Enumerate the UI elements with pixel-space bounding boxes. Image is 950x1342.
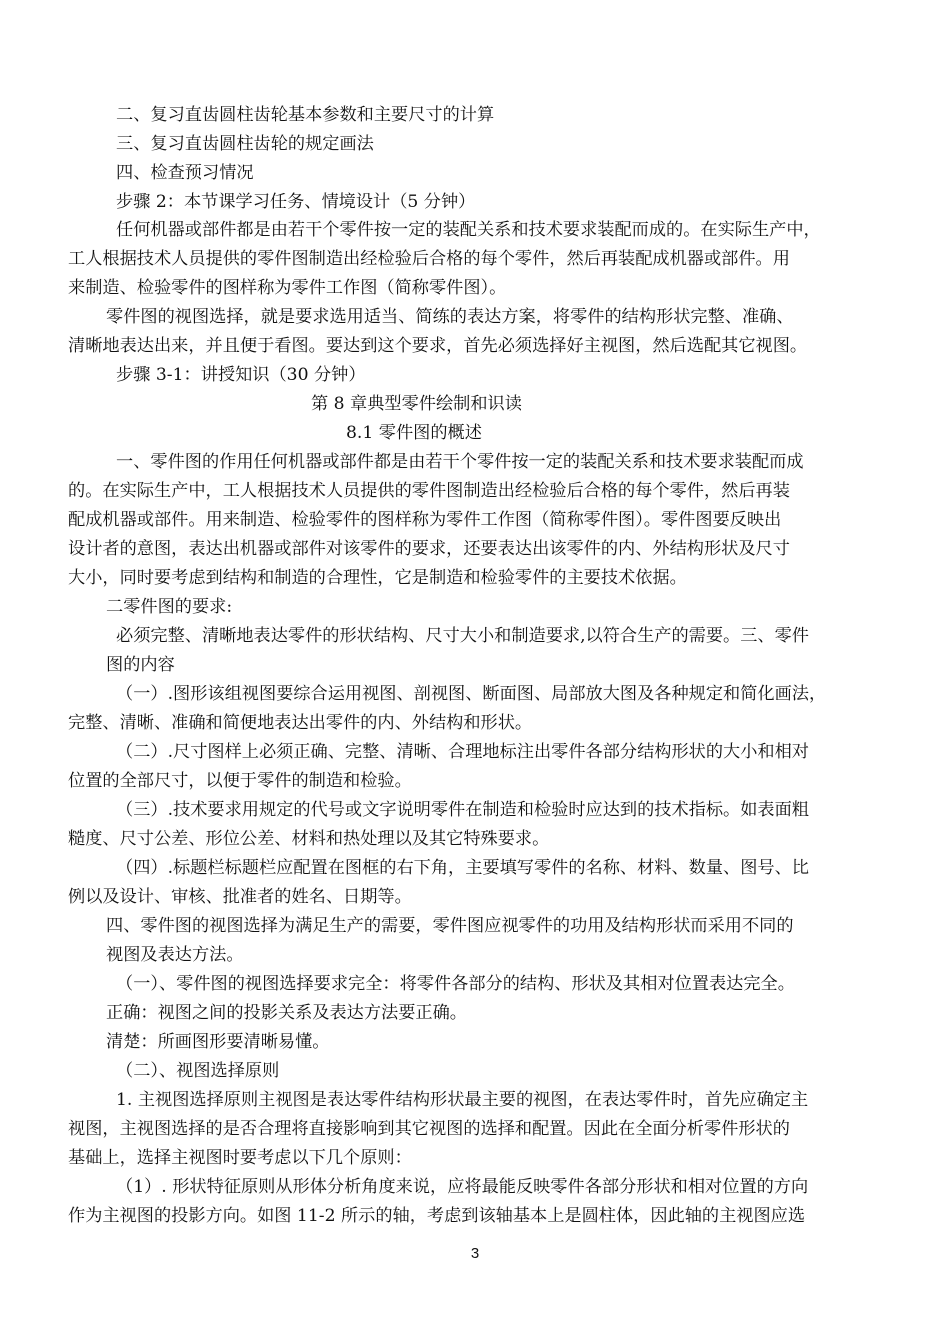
text-line: 位置的全部尺寸，以便于零件的制造和检验。 [68,771,412,791]
text-line: 清晰地表达出来，并且便于看图。要达到这个要求，首先必须选择好主视图，然后选配其它视图。 [68,336,808,356]
text-line: 正确：视图之间的投影关系及表达方法要正确。 [106,1003,467,1023]
text-line: 设计者的意图，表达出机器或部件对该零件的要求，还要表达出该零件的内、外结构形状及尺寸 [68,539,790,559]
text-line: （1）. 形状特征原则从形体分析角度来说，应将最能反映零件各部分形状和相对位置的方向 [116,1177,809,1197]
text-line: 1. 主视图选择原则主视图是表达零件结构形状最主要的视图，在表达零件时，首先应确定主 [116,1090,809,1110]
text-line: 视图，主视图选择的是否合理将直接影响到其它视图的选择和配置。因此在全面分析零件形状的 [68,1119,790,1139]
text-line: （三）.技术要求用规定的代号或文字说明零件在制造和检验时应达到的技术指标。如表面粗 [116,800,809,820]
text-line: 二、复习直齿圆柱齿轮基本参数和主要尺寸的计算 [116,105,495,125]
text-line: 基础上，选择主视图时要考虑以下几个原则： [68,1148,412,1168]
text-line: 清楚：所画图形要清晰易懂。 [106,1032,330,1052]
chapter-heading: 第 8 章典型零件绘制和识读 [311,394,522,414]
text-line: 四、检查预习情况 [116,163,254,183]
section-heading: 8.1 零件图的概述 [346,423,482,443]
page-number: 3 [470,1245,480,1262]
text-line: （四）.标题栏标题栏应配置在图框的右下角，主要填写零件的名称、材料、数量、图号、比 [116,858,809,878]
text-line: 四、零件图的视图选择为满足生产的需要，零件图应视零件的功用及结构形状而采用不同的 [106,916,794,936]
text-line: 步骤 2：本节课学习任务、情境设计（5 分钟） [116,192,476,212]
text-line: 视图及表达方法。 [106,945,244,965]
text-line: 配成机器或部件。用来制造、检验零件的图样称为零件工作图（简称零件图）。零件图要反映出 [68,510,782,530]
text-line: 糙度、尺寸公差、形位公差、材料和热处理以及其它特殊要求。 [68,829,550,849]
text-line: 完整、清晰、准确和简便地表达出零件的内、外结构和形状。 [68,713,533,733]
text-line: （二）.尺寸图样上必须正确、完整、清晰、合理地标注出零件各部分结构形状的大小和相对 [116,742,809,762]
text-line: 大小，同时要考虑到结构和制造的合理性，它是制造和检验零件的主要技术依据。 [68,568,687,588]
text-line: 三、复习直齿圆柱齿轮的规定画法 [116,134,374,154]
text-line: 一、零件图的作用任何机器或部件都是由若干个零件按一定的装配关系和技术要求装配而成 [116,452,804,472]
text-line: 例以及设计、审核、批准者的姓名、日期等。 [68,887,412,907]
text-line: 工人根据技术人员提供的零件图制造出经检验后合格的每个零件，然后再装配成机器或部件。用 [68,249,790,269]
text-line: 必须完整、清晰地表达零件的形状结构、尺寸大小和制造要求,以符合生产的需要。三、零件 [116,626,809,646]
text-line: 的。在实际生产中，工人根据技术人员提供的零件图制造出经检验后合格的每个零件，然后再装 [68,481,790,501]
text-line: 二零件图的要求: [106,597,233,617]
text-line: （一）、零件图的视图选择要求完全：将零件各部分的结构、形状及其相对位置表达完全。 [116,974,795,994]
text-line: 任何机器或部件都是由若干个零件按一定的装配关系和技术要求装配而成的。在实际生产中， [116,220,821,240]
text-line: 作为主视图的投影方向。如图 11-2 所示的轴，考虑到该轴基本上是圆柱体，因此轴的主视图应选 [68,1206,806,1226]
text-line: 图的内容 [106,655,175,675]
text-line: 零件图的视图选择，就是要求选用适当、简练的表达方案，将零件的结构形状完整、准确、 [106,307,794,327]
text-line: 步骤 3-1：讲授知识（30 分钟） [116,365,366,385]
text-line: 来制造、检验零件的图样称为零件工作图（简称零件图）。 [68,278,507,298]
text-line: （一）.图形该组视图要综合运用视图、剖视图、断面图、局部放大图及各种规定和简化画法， [116,684,827,704]
text-line: （二）、视图选择原则 [116,1061,280,1081]
